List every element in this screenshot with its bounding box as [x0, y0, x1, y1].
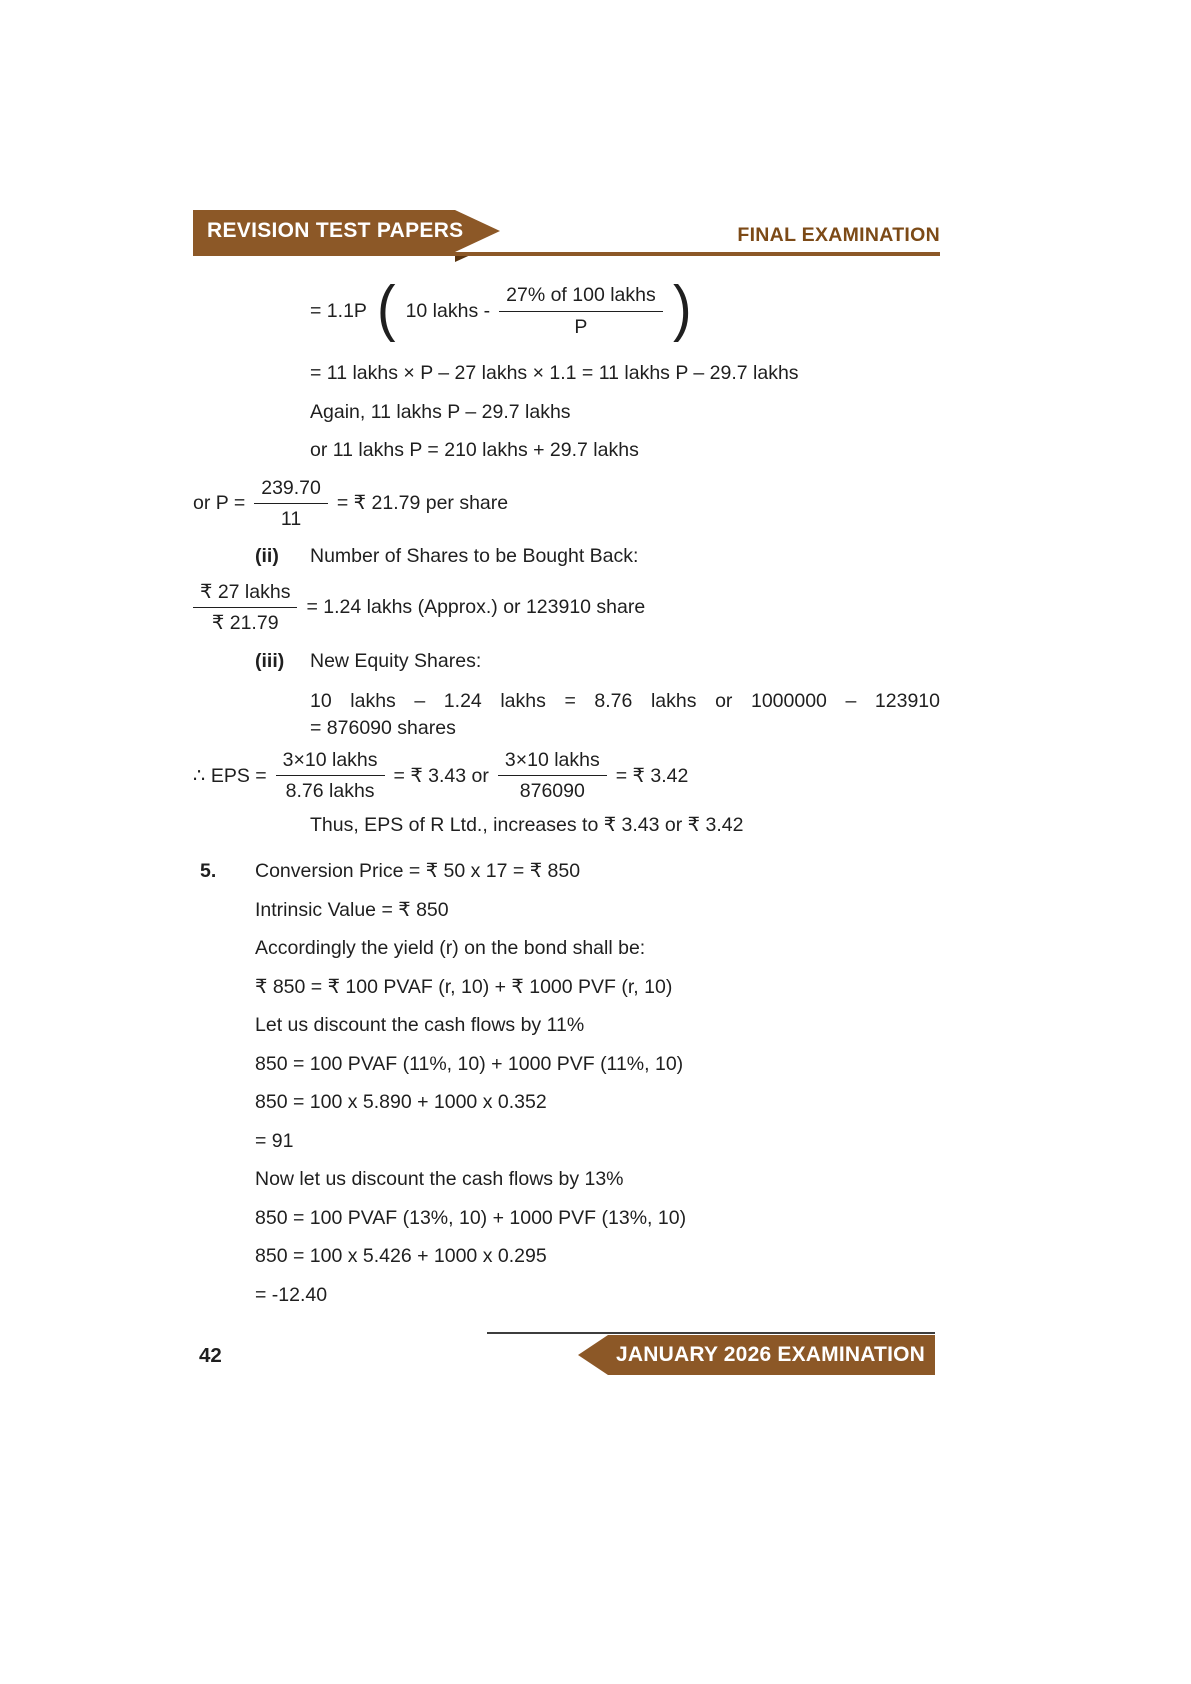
- solution-line: 850 = 100 x 5.426 + 1000 x 0.295: [255, 1245, 547, 1268]
- header-rule: [193, 252, 940, 256]
- solution-line: 850 = 100 PVAF (13%, 10) + 1000 PVF (13%, 10): [255, 1206, 687, 1229]
- eq5-prefix: or P =: [193, 491, 246, 514]
- item-iii-marker: (iii): [255, 649, 285, 672]
- item-5-lines: [255, 852, 940, 1314]
- solution-line: Now let us discount the cash flows by 13%: [255, 1168, 624, 1191]
- solution-line: Accordingly the yield (r) on the bond shall be:: [255, 937, 646, 960]
- fraction-denominator: P: [574, 315, 588, 338]
- fraction-numerator: 27% of 100 lakhs: [499, 283, 663, 311]
- fraction: [499, 283, 663, 339]
- eq1-prefix: = 1.1P: [310, 299, 367, 322]
- solution-line: 850 = 100 PVAF (11%, 10) + 1000 PVF (11%, 10): [255, 1052, 684, 1075]
- fraction: [498, 748, 607, 804]
- equation-6: [193, 580, 940, 636]
- solution-line: = -12.40: [255, 1283, 328, 1306]
- solution-line: Conversion Price = ₹ 50 x 17 = ₹ 850: [255, 860, 581, 883]
- solution-line: Let us discount the cash flows by 11%: [255, 1014, 585, 1037]
- conclusion-line: Thus, EPS of R Ltd., increases to ₹ 3.43 or ₹ 3.42: [310, 813, 744, 836]
- page-number: 42: [199, 1344, 222, 1367]
- close-paren: ): [672, 274, 692, 344]
- fraction-denominator: 11: [280, 507, 302, 530]
- item-iii-title: New Equity Shares:: [310, 649, 482, 672]
- item-iii: [255, 642, 940, 681]
- item-ii-title: Number of Shares to be Bought Back:: [310, 545, 639, 568]
- fraction-denominator: 876090: [519, 780, 585, 803]
- item-ii: [255, 537, 940, 576]
- fraction: [193, 580, 297, 636]
- final-examination-label: FINAL EXAMINATION: [737, 224, 940, 246]
- page-content: [193, 274, 940, 1314]
- eq5-suffix: = ₹ 21.79 per share: [336, 492, 509, 515]
- fraction-numerator: ₹ 27 lakhs: [193, 580, 297, 608]
- item-5-marker: 5.: [200, 860, 217, 883]
- item-5: [193, 852, 940, 1314]
- paragraph-shares: [310, 688, 940, 742]
- fraction-denominator: 8.76 lakhs: [285, 780, 375, 803]
- eq6-suffix: = 1.24 lakhs (Approx.) or 123910 share: [306, 596, 646, 619]
- solution-line: ₹ 850 = ₹ 100 PVAF (r, 10) + ₹ 1000 PVF (r, 10): [255, 975, 673, 998]
- item-ii-marker: (ii): [255, 545, 279, 568]
- footer-banner: [578, 1335, 935, 1375]
- solution-line: Intrinsic Value = ₹ 850: [255, 898, 449, 921]
- equation-1: [310, 274, 940, 344]
- equation-5: [193, 476, 940, 532]
- fraction-denominator: ₹ 21.79: [211, 612, 279, 635]
- open-paren: (: [376, 274, 396, 344]
- fraction-numerator: 239.70: [254, 476, 328, 504]
- equation-eps: [193, 748, 940, 804]
- fraction: [276, 748, 385, 804]
- eq7-suffix: = ₹ 3.42: [615, 764, 689, 787]
- equation-3: Again, 11 lakhs P – 29.7 lakhs: [310, 400, 571, 423]
- paragraph-line: 10 lakhs – 1.24 lakhs = 8.76 lakhs or 1000000 – 123910: [310, 690, 940, 712]
- equation-2: = 11 lakhs × P – 27 lakhs × 1.1 = 11 lakhs P – 29.7 lakhs: [310, 362, 799, 384]
- header-banner-label: REVISION TEST PAPERS: [207, 219, 464, 242]
- footer-banner-label: JANUARY 2026 EXAMINATION: [616, 1343, 925, 1366]
- solution-line: = 91: [255, 1129, 294, 1152]
- fraction-numerator: 3×10 lakhs: [276, 748, 385, 776]
- eq7-mid: = ₹ 3.43 or: [393, 764, 489, 787]
- eq1-inner-left: 10 lakhs -: [405, 299, 491, 322]
- fraction: [254, 476, 328, 532]
- paragraph-line: = 876090 shares: [310, 717, 456, 739]
- fraction-numerator: 3×10 lakhs: [498, 748, 607, 776]
- eq7-prefix: ∴ EPS =: [193, 764, 267, 787]
- footer-rule: [487, 1332, 935, 1334]
- equation-4: or 11 lakhs P = 210 lakhs + 29.7 lakhs: [310, 439, 639, 461]
- solution-line: 850 = 100 x 5.890 + 1000 x 0.352: [255, 1091, 547, 1114]
